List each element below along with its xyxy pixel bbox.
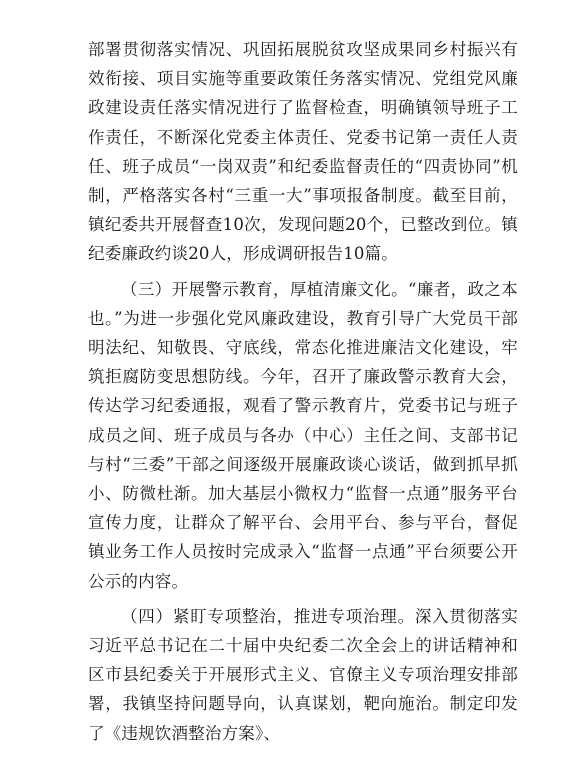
document-body — [88, 35, 518, 748]
paragraph-warning-education: （三）开展警示教育，厚植清廉文化。“廉者，政之本也。”为进一步强化党风廉政建设，教育引导广大党员干部明法纪、知敬畏、守底线，常态化推进廉洁文化建设，牢筑拒腐防变思想防线。今年，召开了廉政警示教育大会，传达学习纪委通报，观看了警示教育片，党委书记与班子成员之间、班子成员与各办（中心）主任之间、支部书记与村“三委”干部之间逐级开展廉政谈心谈话，做到抓早抓小、防微杜渐。加大基层小微权力“监督一点通”服务平台宣传力度，让群众了解平台、会用平台、参与平台，督促镇业务工作人员按时完成录入“监督一点通”平台须要公开公示的内容。 — [88, 279, 518, 591]
paragraph-supervision-results: 部署贯彻落实情况、巩固拓展脱贫攻坚成果同乡村振兴有效衔接、项目实施等重要政策任务落实情况、党组党风廉政建设责任落实情况进行了监督检查，明确镇领导班子工作责任，不断深化党委主体责任、党委书记第一责任人责任、班子成员“一岗双责”和纪委监督责任的“四责协同”机制，严格落实各村“三重一大”事项报备制度。截至目前，镇纪委共开展督查10次，发现问题20个，已整改到位。镇纪委廉政约谈20人，形成调研报告10篇。 — [88, 40, 518, 264]
paragraph-special-rectification: （四）紧盯专项整治，推进专项治理。深入贯彻落实习近平总书记在二十届中央纪委二次全会上的讲话精神和区市县纪委关于开展形式主义、官僚主义专项治理安排部署，我镇坚持问题导向，认真谋划，靶向施治。制定印发了《违规饮酒整治方案》、 — [88, 606, 518, 743]
